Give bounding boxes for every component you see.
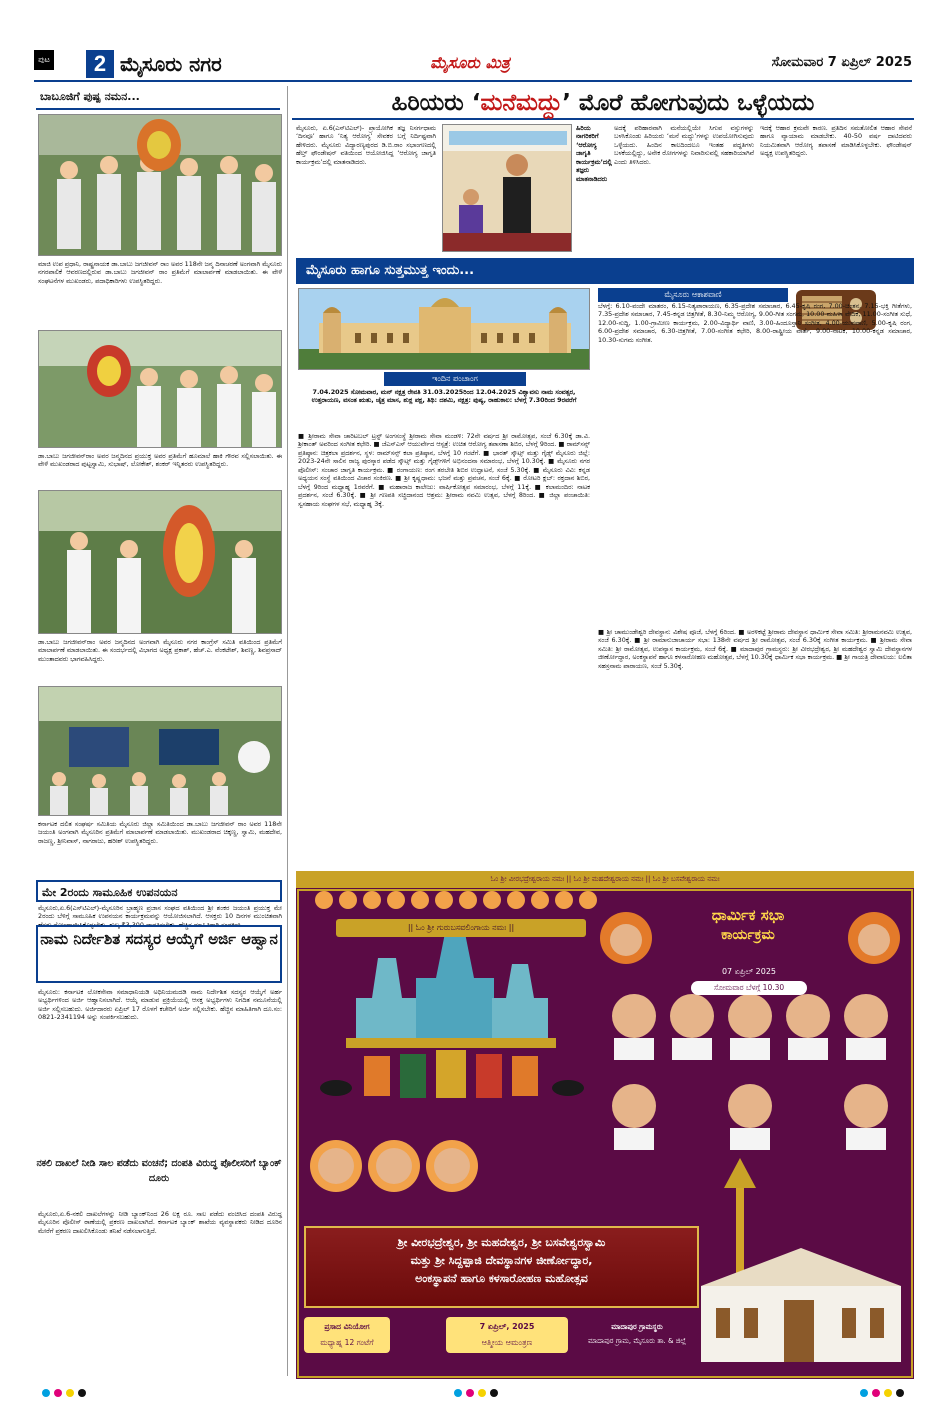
caption-bapuji-4: ಕರ್ನಾಟಕ ದಲಿತ ಸಂಘರ್ಷ ಸಮಿತಿಯ ಮೈಸೂರು ಜಿಲ್ಲಾ ಸಮಿತಿಯಿಂದ ಡಾ.ಬಾಬು ಜಗಜೀವನ್ ರಾಂ ಅವರ 118ನೇ ಜಯಂತಿ ಅಂಗವಾಗಿ ಮೈಸೂರಿನ ಪ್ರತಿಮೆಗೆ ಮಾಲಾರ್ಪಣೆ ಮಾಡಲಾಯಿತು. ಮುಖಂಡರಾದ ಚಿಕ್ಕಣ್ಣ, ಸ್ವಾಮಿ, ಮಹದೇವ, ರಾಜಣ್ಣ, ಶ್ರೀನಿವಾಸ್, ನಾಗರಾಜು, ಹರೀಶ್ ಉಪಸ್ಥಿತರಿದ್ದರು.: [38, 820, 282, 845]
ad-invocation: || ಓಂ ಶ್ರೀ ಗುರುಬಸವಲಿಂಗಾಯ ನಮಃ ||: [336, 919, 586, 937]
headline-after: ’ ಮೊರೆ ಹೋಗುವುದು ಒಳ್ಳೆಯದು: [562, 90, 815, 116]
nomination-body: ಮೈಸೂರು: ಕರ್ನಾಟಕ ಲೋಕಸೇವಾ ಸಮಾಧಾನಿಯಡಿ ಅಧಿನಿಯಮದಡಿ ನಾಮ ನಿರ್ದೇಶಿತ ಸದಸ್ಯರ ಆಯ್ಕೆಗೆ ಅರ್ಹ ಅಭ್ಯರ್ಥಿಗಳಿಂದ ಅರ್ಜಿ ಆಹ್ವಾನಿಸಲಾಗಿದೆ. ಆಯ್ಕೆ ಮಾಡುವ ಪ್ರಕ್ರಿಯೆಯಲ್ಲಿ ಆಸಕ್ತ ಅಭ್ಯರ್ಥಿಗಳು ನಿಗದಿತ ನಮೂನೆಯಲ್ಲಿ ಅರ್ಜಿ ಸಲ್ಲಿಸಬಹುದು. ಅರ್ಜಿದಾರರು ಏಪ್ರಿಲ್ 17 ರೊಳಗೆ ಕಚೇರಿಗೆ ಅರ್ಜಿ ಸಲ್ಲಿಸಬೇಕು. ಹೆಚ್ಚಿನ ಮಾಹಿತಿಗಾಗಿ ದೂ.ಸಂ: 0821-2341194 ಅನ್ನು ಸಂಪರ್ಕಿಸಬಹುದು.: [38, 988, 282, 1022]
cheat-title: ನಕಲಿ ದಾಖಲೆ ನೀಡಿ ಸಾಲ ಪಡೆದು ವಂಚನೆ; ದಂಪತಿ ವಿರುದ್ಧ ಪೊಲೀಸರಿಗೆ ಬ್ಯಾಂಕ್ ದೂರು: [36, 1158, 282, 1184]
section-name: ಮೈಸೂರು ನಗರ: [120, 52, 222, 76]
photo-health-event: [442, 124, 572, 252]
photo-bapuji-3: [38, 490, 282, 634]
headline-before: ಹಿರಿಯರು ‘: [391, 90, 481, 116]
ad-invite-line2: ಆತ್ಮೀಯ ಆಮಂತ್ರಣ: [481, 1338, 533, 1347]
caption-bapuji-3: ಡಾ.ಬಾಬು ಜಗಜೀವನ್‌ರಾಂ ಅವರ ಜನ್ಮದಿನದ ಅಂಗವಾಗಿ ಮೈಸೂರು ನಗರ ಕಾಂಗ್ರೆಸ್ ಸಮಿತಿ ವತಿಯಿಂದ ಪ್ರತಿಮೆಗೆ ಮಾಲಾರ್ಪಣೆ ಮಾಡಲಾಯಿತು. ಈ ಸಂದರ್ಭದಲ್ಲಿ ವಿಭಾಗದ ಅಧ್ಯಕ್ಷ ಪ್ರಕಾಶ್, ಹೆಚ್.ಎ. ವೆಂಕಟೇಶ್, ಶಿವಣ್ಣ, ಶಿವಪ್ರಸಾದ್ ಮುಂತಾದವರು ಭಾಗವಹಿಸಿದ್ದರು.: [38, 638, 282, 663]
ad-banner-line2: ಮತ್ತು ಶ್ರೀ ಸಿದ್ದಪ್ಪಾಜಿ ದೇವಸ್ಥಾನಗಳ ಜೀರ್ಣೋದ್ಧಾರ,: [410, 1254, 593, 1267]
ad-top-strip: ಓಂ ಶ್ರೀ ವೀರಭದ್ರೇಶ್ವರಾಯ ನಮಃ || ಓಂ ಶ್ರೀ ಮಹದೇಶ್ವರಾಯ ನಮಃ || ಓಂ ಶ್ರೀ ಬಸವೇಶ್ವರಾಯ ನಮಃ: [296, 871, 914, 888]
ad-village-line2: ಮಾದಾಪುರ ಗ್ರಾಮ, ಮೈಸೂರು ತಾ. & ಜಿಲ್ಲೆ: [587, 1337, 687, 1345]
events-left: ■ ಶ್ರೀರಾಮ ಸೇವಾ ಚಾರಿಟಬಲ್ ಟ್ರಸ್ಟ್ ಅಂಗಸಂಸ್ಥೆ ಶ್ರೀರಾಮ ಸೇವಾ ಮಂಡಳಿ: 72ನೇ ವರ್ಷದ ಶ್ರೀ ರಾಮೋತ್ಸವ, ಸಂಜೆ 6.30ಕ್ಕೆ ಡಾ.ವಿ. ಶ್ರೀಕಾಂತ್ ಅವರಿಂದ ಸಂಗೀತ ಕಛೇರಿ. ■ ಜೆಎಸ್‌ಎಸ್ ಆಯುರ್ವೇದ ಆಸ್ಪತ್ರೆ: ಉಚಿತ ಆರೋಗ್ಯ ತಪಾಸಣಾ ಶಿಬಿರ, ಬೆಳಗ್ಗೆ 9ರಿಂದ. ■ ರಾಮ್‌ಸನ್ಸ್ ಪ್ರತಿಷ್ಠಾನ: ಚಿತ್ರಕಲಾ ಪ್ರದರ್ಶನ, ಸ್ಥಳ: ರಾಮ್‌ಸನ್ಸ್ ಕಲಾ ಪ್ರತಿಷ್ಠಾನ, ಬೆಳಗ್ಗೆ 10 ಗಂಟೆಗೆ. ■ ಭಾರತ್ ಸ್ಕೌಟ್ಸ್ ಮತ್ತು ಗೈಡ್ಸ್ ಮೈಸೂರು ಜಿಲ್ಲೆ: 2023-24ನೇ ಸಾಲಿನ ರಾಜ್ಯ ಪುರಸ್ಕಾರ ಪಡೆದ ಸ್ಕೌಟ್ಸ್ ಮತ್ತು ಗೈಡ್ಸ್‌ಗಳಿಗೆ ಅಭಿನಂದನಾ ಸಮಾರಂಭ, ಬೆಳಗ್ಗೆ 10.30ಕ್ಕೆ. ■ ಮೈಸೂರು ನಗರ ಪೊಲೀಸ್: ಸಂಚಾರ ಜಾಗೃತಿ ಕಾರ್ಯಕ್ರಮ. ■ ರಂಗಾಯಣ: ರಂಗ ತರಬೇತಿ ಶಿಬಿರ ಉದ್ಘಾಟನೆ, ಸಂಜೆ 5.30ಕ್ಕೆ. ■ ಮೈಸೂರು ವಿವಿ: ಕನ್ನಡ ಅಧ್ಯಯನ ಸಂಸ್ಥೆ ವತಿಯಿಂದ ವಿಚಾರ ಸಂಕಿರಣ. ■ ಶ್ರೀ ಕೃಷ್ಣಧಾಮ: ಭಜನೆ ಮತ್ತು ಪ್ರವಚನ, ಸಂಜೆ 6ಕ್ಕೆ. ■ ರೋಟರಿ ಕ್ಲಬ್: ರಕ್ತದಾನ ಶಿಬಿರ, ಬೆಳಗ್ಗೆ 9ರಿಂದ ಮಧ್ಯಾಹ್ನ 1ರವರೆಗೆ. ■ ಮಹಾರಾಜ ಕಾಲೇಜು: ವಾರ್ಷಿಕೋತ್ಸವ ಸಮಾರಂಭ, ಬೆಳಗ್ಗೆ 11ಕ್ಕೆ. ■ ಕಲಾಮಂದಿರ: ನಾಟಕ ಪ್ರದರ್ಶನ, ಸಂಜೆ 6.30ಕ್ಕೆ. ■ ಶ್ರೀ ಗಣಪತಿ ಸಚ್ಚಿದಾನಂದ ಆಶ್ರಮ: ಶ್ರೀರಾಮ ನವಮಿ ಉತ್ಸವ, ಬೆಳಗ್ಗೆ 8ರಿಂದ. ■ ಜಿಲ್ಲಾ ಪಂಚಾಯಿತಿ: ಸ್ವಸಹಾಯ ಸಂಘಗಳ ಸಭೆ, ಮಧ್ಯಾಹ್ನ 3ಕ್ಕೆ.: [298, 432, 590, 508]
ad-main-banner: [304, 1226, 699, 1308]
ad-banner-line1: ಶ್ರೀ ವೀರಭದ್ರೇಶ್ವರ, ಶ್ರೀ ಮಹದೇಶ್ವರ, ಶ್ರೀ ಬಸವೇಶ್ವರಸ್ವಾಮಿ: [397, 1236, 606, 1249]
ad-sabha-title: [688, 905, 808, 945]
ad-prasada-line1: ಪ್ರಸಾದ ವಿನಿಯೋಗ: [324, 1322, 370, 1331]
story-col1: ಮೈಸೂರು, ಏ.6(ಎಸ್‌ಟಿಎಲ್)- ಪ್ರಾಯೋಗಿಕ ತಜ್ಞ ನಿಸರ್ಗಧಾಮ ‘ದಿನವೂ’ ಹಾಗೂ ‘ನಿತ್ಯ ಆರೋಗ್ಯ’ ಸೇವಕರ ಬಗ್ಗೆ ನಿರ್ದಿಷ್ಟವಾಗಿ ಹೇಳಿದರು. ಮೈಸೂರು ವಿದ್ಯಾರಣ್ಯಪುರದ ಡಿ.ಬಿ.ರಾಂ ಸಭಾಂಗಣದಲ್ಲಿ ಹೆಲ್ತ್ ಫೌಂಡೇಷನ್ ವತಿಯಿಂದ ಆಯೋಜಿಸಿದ್ದ ‘ಆರೋಗ್ಯ ಜಾಗೃತಿ ಕಾರ್ಯಕ್ರಮ’ದಲ್ಲಿ ಮಾತನಾಡಿದರು.: [296, 124, 436, 166]
caption-bapuji-1: ಮಾಜಿ ಉಪ ಪ್ರಧಾನಿ, ರಾಷ್ಟ್ರನಾಯಕ ಡಾ.ಬಾಬು ಜಗಜೀವನ್ ರಾಂ ಅವರ 118ನೇ ಜನ್ಮ ದಿನಾಚರಣೆ ಅಂಗವಾಗಿ ಮೈಸೂರು ನಗರಪಾಲಿಕೆ ಆವರಣದಲ್ಲಿರುವ ಡಾ.ಬಾಬು ಜಗಜೀವನ್ ರಾಂ ಪ್ರತಿಮೆಗೆ ಮಾಲಾರ್ಪಣೆ ಮಾಡಲಾಯಿತು. ಈ ವೇಳೆ ಸಂಘಟನೆಗಳ ಮುಖಂಡರು, ಪದಾಧಿಕಾರಿಗಳು ಉಪಸ್ಥಿತರಿದ್ದರು.: [38, 260, 282, 285]
akashavani-title: ಮೈಸೂರು ಆಕಾಶವಾಣಿ: [598, 288, 788, 302]
ad-sabha-line1: ಧಾರ್ಮಿಕ ಸಭಾ: [711, 906, 785, 924]
photo-bapuji-1: [38, 114, 282, 256]
ad-invite-line1: 7 ಏಪ್ರಿಲ್, 2025: [479, 1322, 535, 1331]
ad-prasada-line2: ಮಧ್ಯಾಹ್ನ 12 ಗಂಟೆಗೆ: [320, 1338, 374, 1347]
bapuji-section-title: ಬಾಬೂಜಿಗೆ ಪುಷ್ಪ ನಮನ...: [36, 86, 280, 110]
column-rule: [287, 86, 288, 1376]
nomination-title: ನಾಮ ನಿರ್ದೇಶಿತ ಸದಸ್ಯರ ಆಯ್ಕೆಗೆ ಅರ್ಜಿ ಆಹ್ವಾನ: [36, 925, 282, 983]
page-number: 2: [86, 50, 114, 78]
photo-bapuji-4: [38, 686, 282, 816]
photo-mysore-palace: [298, 288, 590, 370]
ad-banner-line3: ಅಂಕಸ್ಥಾಪನೆ ಹಾಗೂ ಕಳಸಾರೋಹಣ ಮಹೋತ್ಸವ: [415, 1272, 588, 1285]
ad-village-line1: ಮಾದಾಪುರ ಗ್ರಾಮಸ್ಥರು: [611, 1323, 663, 1331]
masthead-logo: ಮೈಸೂರು ಮಿತ್ರ: [430, 53, 510, 72]
caption-bapuji-2: ಡಾ.ಬಾಬು ಜಗಜೀವನ್‌ರಾಂ ಅವರ ಜನ್ಮದಿನದ ಪ್ರಯುಕ್ತ ಅವರ ಪ್ರತಿಮೆಗೆ ಹೂಮಾಲೆ ಹಾಕಿ ಗೌರವ ಸಲ್ಲಿಸಲಾಯಿತು. ಈ ವೇಳೆ ಮುಖಂಡರಾದ ಪುಟ್ಟಸ್ವಾಮಿ, ಸುಭಾಷ್, ಲೋಕೇಶ್, ಶಂಕರ್ ಇನ್ನಿತರರು ಉಪಸ್ಥಿತರಿದ್ದರು.: [38, 452, 282, 469]
photo-bapuji-2: [38, 330, 282, 448]
ad-sabha-line2: ಕಾರ್ಯಕ್ರಮ: [721, 927, 775, 943]
events-right: ■ ಶ್ರೀ ಚಾಮುಂಡೇಶ್ವರಿ ದೇವಸ್ಥಾನ: ವಿಶೇಷ ಪೂಜೆ, ಬೆಳಗ್ಗೆ 6ರಿಂದ. ■ ಅರಳಿಕಟ್ಟೆ ಶ್ರೀರಾಮ ದೇವಸ್ಥಾನ ಧಾರ್ಮಿಕ ಸೇವಾ ಸಮಿತಿ: ಶ್ರೀರಾಮನವಮಿ ಉತ್ಸವ, ಸಂಜೆ 6.30ಕ್ಕೆ. ■ ಶ್ರೀ ರಾಮಾನುಜಾಚಾರ್ಯ ಸಭಾ: 138ನೇ ವರ್ಷದ ಶ್ರೀ ರಾಮೋತ್ಸವ, ಸಂಜೆ 6.30ಕ್ಕೆ ಸಂಗೀತ ಕಾರ್ಯಕ್ರಮ. ■ ಶ್ರೀರಾಮ ಸೇವಾ ಸಮಿತಿ: ಶ್ರೀ ರಾಮೋತ್ಸವ, ಉಪನ್ಯಾಸ ಕಾರ್ಯಕ್ರಮ, ಸಂಜೆ 6ಕ್ಕೆ. ■ ಮಾದಾಪುರ ಗ್ರಾಮಸ್ಥರು: ಶ್ರೀ ವೀರಭದ್ರೇಶ್ವರ, ಶ್ರೀ ಮಹದೇಶ್ವರ ಸ್ವಾಮಿ ದೇವಸ್ಥಾನಗಳ ಜೀರ್ಣೋದ್ಧಾರ, ಅಂಕಸ್ಥಾಪನೆ ಹಾಗೂ ಕಳಸಾರೋಹಣ ಮಹೋತ್ಸವ, ಬೆಳಗ್ಗೆ 10.30ಕ್ಕೆ ಧಾರ್ಮಿಕ ಸಭಾ ಕಾರ್ಯಕ್ರಮ. ■ ಶ್ರೀ ಗಾಯತ್ರಿ ದೇವಾಲಯ: ಲಲಿತಾ ಸಹಸ್ರನಾಮ ಪಾರಾಯಣ, ಸಂಜೆ 5.30ಕ್ಕೆ.: [598, 628, 912, 670]
ad-invite-box: [446, 1317, 568, 1353]
panchanga-text: 7.04.2025 ಸೋಮವಾರ, ಮನ್ ನಕ್ಷತ್ರ ರೇವತಿ 31.03.2025ರಿಂದ 12.04.2025 ವಿಶ್ವಾವಸು ನಾಮ ಸಂವತ್ಸರ, ಉತ್ತರಾಯಣ, ವಸಂತ ಋತು, ಚೈತ್ರ ಮಾಸ, ಶುಕ್ಲ ಪಕ್ಷ, ತಿಥಿ: ದಶಮಿ, ನಕ್ಷತ್ರ: ಪುಷ್ಯ, ರಾಹುಕಾಲ: ಬೆಳಗ್ಗೆ 7.30ರಿಂದ 9ರವರೆಗೆ: [311, 388, 577, 405]
upanayana-title: ಮೇ 2ರಂದು ಸಾಮೂಹಿಕ ಉಪನಯನ: [36, 880, 282, 902]
headline-highlight: ಮನೆಮದ್ದು: [480, 90, 563, 116]
story-col3: ಇದಕ್ಕೆ ಆಹಾರ ಕ್ರಮವೇ ಕಾರಣ. ಪ್ರತಿದಿನ ಸಮತೋಲಿತ ಆಹಾರ ಸೇವನೆ ಹಾಗೂ ವ್ಯಾಯಾಮ ಮಾಡಬೇಕು. 40-50 ವರ್ಷ ದಾಟಿದವರು ನಿಯಮಿತವಾಗಿ ಆರೋಗ್ಯ ತಪಾಸಣೆ ಮಾಡಿಸಿಕೊಳ್ಳಬೇಕು. ಫೌಂಡೇಷನ್ ಅಧ್ಯಕ್ಷ ಉಪಸ್ಥಿತರಿದ್ದರು.: [760, 124, 912, 158]
page-label: ಪುಟ: [34, 50, 54, 70]
date-line: ಸೋಮವಾರ 7 ಏಪ್ರಿಲ್ 2025: [771, 55, 912, 70]
ad-prasada-box: [304, 1317, 390, 1353]
akashavani-text: ಬೆಳಗ್ಗೆ: 6.10-ವಂದೇ ಮಾತರಂ, 6.15-ನಿತ್ಯಪಾರಾಯಣ, 6.35-ಪ್ರದೇಶ ಸಮಾಚಾರ, 6.45-ಕೃಷಿ ರಂಗ, 7.00-ಚಿಂತನ, 7.15-ಭಕ್ತಿ ಗೀತೆಗಳು, 7.35-ಪ್ರದೇಶ ಸಮಾಚಾರ, 7.45-ಕನ್ನಡ ಚಿತ್ರಗೀತೆ, 8.30-ನಿಮ್ಮ ಆರೋಗ್ಯ, 9.00-ಗೀತ ಸಂಗಮ, 10.00-ಮಹಿಳಾ ವೇದಿಕೆ, 11.00-ಸಂಗೀತ ಸುಧೆ, 12.00-ಸುದ್ದಿ, 1.00-ಗ್ರಾಮೀಣ ಕಾರ್ಯಕ್ರಮ, 2.00-ವಿದ್ಯಾರ್ಥಿ ವಾಣಿ, 3.00-ಹಿಂದೂಸ್ತಾನಿ ಸಂಗೀತ, 4.00-ಯುವವಾಣಿ, 5.00-ಕೃಷಿ ರಂಗ, 6.00-ಪ್ರದೇಶ ಸಮಾಚಾರ, 6.30-ಚಿತ್ರಗೀತೆ, 7.00-ಸಂಗೀತ ಕಛೇರಿ, 8.00-ರಾಷ್ಟ್ರೀಯ ವಾರ್ತೆ, 9.00-ನಾಟಕ, 10.00-ಕನ್ನಡ ಸಮಾಚಾರ, 10.30-ಸುಗಮ ಸಂಗೀತ.: [598, 302, 912, 344]
cheat-body: ಮೈಸೂರು,ಏ.6-ನಕಲಿ ದಾಖಲೆಗಳನ್ನು ನೀಡಿ ಬ್ಯಾಂಕ್‌ನಿಂದ 26 ಲಕ್ಷ ರೂ. ಸಾಲ ಪಡೆದು ವಂಚಿಸಿದ ದಂಪತಿ ವಿರುದ್ಧ ಮೈಸೂರಿನ ಪೊಲೀಸ್ ಠಾಣೆಯಲ್ಲಿ ಪ್ರಕರಣ ದಾಖಲಾಗಿದೆ. ಕರ್ನಾಟಕ ಬ್ಯಾಂಕ್ ಶಾಖೆಯ ವ್ಯವಸ್ಥಾಪಕರು ನೀಡಿದ ದೂರಿನ ಮೇರೆಗೆ ಪ್ರಕರಣ ದಾಖಲಿಸಿಕೊಂಡು ತನಿಖೆ ನಡೆಸಲಾಗುತ್ತಿದೆ.: [38, 1210, 282, 1235]
header-rule: [34, 80, 912, 82]
ad-village-box: [574, 1317, 700, 1353]
ad-sabha-time: ಸೋಮವಾರ ಬೆಳಗ್ಗೆ 10.30: [691, 981, 807, 995]
photo-side-caption: ಹಿರಿಯ ನಾಗರಿಕರಿಗೆ ‘ಆರೋಗ್ಯ ಜಾಗೃತಿ ಕಾರ್ಯಕ್ರಮ’ದಲ್ಲಿ ತಜ್ಞರು ಮಾತನಾಡಿದರು: [576, 124, 612, 183]
story-col2: ಅದಕ್ಕೆ ಪರಿಹಾರವಾಗಿ ಮನೆಯಲ್ಲಿಯೇ ಸಿಗುವ ವಸ್ತುಗಳನ್ನು ಬಳಸಿಕೊಂಡು ಹಿರಿಯರು ‘ಮನೆ ಮದ್ದು’ಗಳನ್ನು ಉಪಯೋಗಿಸುವುದು ಒಳ್ಳೆಯದು. ಹಿಂದಿನ ಕಾಲದಿಂದಲೂ ಇಂತಹ ಪದ್ಧತಿಗಳು ಬಳಕೆಯಲ್ಲಿದ್ದು, ಅನೇಕ ರೋಗಗಳನ್ನು ನಿವಾರಿಸುವಲ್ಲಿ ಸಹಕಾರಿಯಾಗಿವೆ ಎಂದು ತಿಳಿಸಿದರು.: [614, 124, 754, 166]
upanayana-body: ಮೈಸೂರು,ಏ.6(ಎಸ್‌ಟಿಎಲ್)-ಮೈಸೂರಿನ ಬ್ರಾಹ್ಮಣ ಪ್ರಜಾಸ ಸಂಘದ ವತಿಯಿಂದ ಶ್ರೀ ಶಂಕರ ಜಯಂತಿ ಪ್ರಯುಕ್ತ ಮೇ 2ರಂದು ಬೆಳಿಗ್ಗೆ ಸಾಮೂಹಿಕ ಉಪನಯನ ಕಾರ್ಯಕ್ರಮವನ್ನು ಆಯೋಜಿಸಲಾಗಿದೆ. ಆಸಕ್ತರು 10 ದಿನಗಳ ಮುಂಚಿತವಾಗಿ ಹೆಸರು ನೋಂದಾಯಿಸಿಕೊಳ್ಳಬೇಕು. ಶುಲ್ಕ ₹3,300 ಪಾವತಿಸಬೇಕು. ಹೆಚ್ಚಿನ ಮಾಹಿತಿಗಾಗಿ ಸಂಪರ್ಕಿಸಿ.: [38, 904, 282, 929]
print-registration-marks: [40, 1386, 906, 1400]
main-headline: [292, 86, 914, 120]
panchanga-title: ಇಂದಿನ ಪಂಚಾಂಗ: [384, 372, 526, 386]
ad-sabha-date: 07 ಏಪ್ರಿಲ್ 2025: [721, 967, 777, 976]
temple-advertisement: [296, 871, 914, 1379]
today-banner: ಮೈಸೂರು ಹಾಗೂ ಸುತ್ತಮುತ್ತ ಇಂದು...: [296, 258, 914, 284]
